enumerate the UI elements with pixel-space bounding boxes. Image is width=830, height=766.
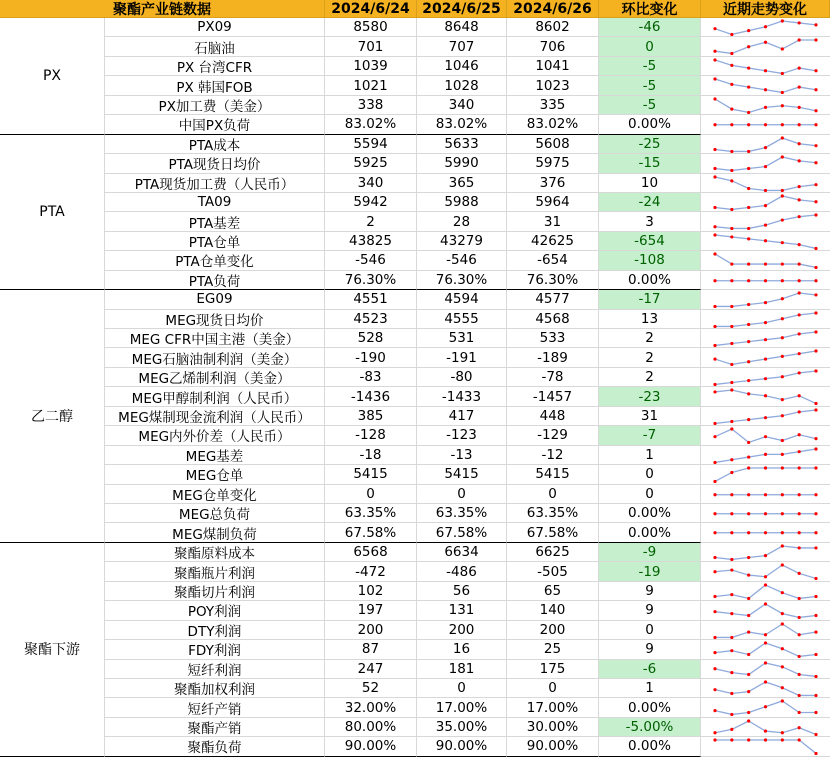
trend-sparkline	[701, 465, 830, 484]
value-day1: 8580	[325, 18, 417, 37]
value-day2: 181	[417, 660, 507, 679]
row-label: FDY利润	[105, 640, 325, 659]
value-day2: 67.58%	[417, 523, 507, 542]
row-label: PTA成本	[105, 135, 325, 154]
value-day1: 4551	[325, 290, 417, 309]
value-day2: 707	[417, 37, 507, 56]
value-day1: 1021	[325, 76, 417, 95]
value-day1: -1436	[325, 387, 417, 406]
value-day1: 5925	[325, 154, 417, 173]
change-value: -19	[599, 562, 701, 581]
value-day3: 4577	[507, 290, 599, 309]
value-day3: 175	[507, 660, 599, 679]
value-day3: -78	[507, 368, 599, 387]
trend-sparkline	[701, 57, 830, 76]
value-day1: 76.30%	[325, 271, 417, 290]
value-day3: 376	[507, 174, 599, 193]
change-value: -15	[599, 154, 701, 173]
value-day3: 1041	[507, 57, 599, 76]
value-day2: 4555	[417, 310, 507, 329]
value-day1: 197	[325, 601, 417, 620]
change-value: 2	[599, 348, 701, 367]
value-day2: 5990	[417, 154, 507, 173]
value-day2: 56	[417, 582, 507, 601]
change-value: -5	[599, 76, 701, 95]
change-value: 2	[599, 329, 701, 348]
row-label: 聚酯加权利润	[105, 679, 325, 698]
change-value: 9	[599, 582, 701, 601]
value-day3: 65	[507, 582, 599, 601]
value-day1: 338	[325, 96, 417, 115]
change-value: -654	[599, 232, 701, 251]
value-day2: 417	[417, 407, 507, 426]
value-day1: 5594	[325, 135, 417, 154]
value-day3: 1023	[507, 76, 599, 95]
value-day1: 247	[325, 660, 417, 679]
value-day2: -123	[417, 426, 507, 445]
date-header-3: 2024/6/26	[507, 0, 599, 18]
value-day3: 63.35%	[507, 504, 599, 523]
trend-sparkline	[701, 387, 830, 406]
trend-sparkline	[701, 601, 830, 620]
trend-sparkline	[701, 407, 830, 426]
change-value: 0.00%	[599, 698, 701, 717]
trend-sparkline	[701, 115, 830, 134]
value-day2: 0	[417, 485, 507, 504]
trend-sparkline	[701, 154, 830, 173]
trend-sparkline	[701, 523, 830, 542]
trend-sparkline	[701, 485, 830, 504]
value-day1: 5415	[325, 465, 417, 484]
row-label: POY利润	[105, 601, 325, 620]
value-day3: 42625	[507, 232, 599, 251]
value-day3: 200	[507, 621, 599, 640]
row-label: PTA负荷	[105, 271, 325, 290]
table-title: 聚酯产业链数据	[0, 0, 325, 18]
row-label: PX09	[105, 18, 325, 37]
value-day2: 6634	[417, 543, 507, 562]
trend-sparkline	[701, 718, 830, 737]
value-day2: 0	[417, 679, 507, 698]
value-day1: 67.58%	[325, 523, 417, 542]
row-label: 聚酯切片利润	[105, 582, 325, 601]
value-day1: -546	[325, 251, 417, 270]
value-day1: 52	[325, 679, 417, 698]
value-day1: 32.00%	[325, 698, 417, 717]
row-label: PX 韩国FOB	[105, 76, 325, 95]
trend-sparkline	[701, 348, 830, 367]
value-day2: -546	[417, 251, 507, 270]
row-label: MEG煤制现金流利润（人民币）	[105, 407, 325, 426]
change-value: 3	[599, 212, 701, 231]
value-day3: 5964	[507, 193, 599, 212]
change-value: -5	[599, 96, 701, 115]
trend-sparkline	[701, 426, 830, 445]
value-day1: -128	[325, 426, 417, 445]
value-day3: 30.00%	[507, 718, 599, 737]
value-day2: 16	[417, 640, 507, 659]
row-label: MEG乙烯制利润（美金）	[105, 368, 325, 387]
trend-sparkline	[701, 212, 830, 231]
trend-sparkline	[701, 698, 830, 717]
value-day3: 6625	[507, 543, 599, 562]
value-day2: 17.00%	[417, 698, 507, 717]
trend-sparkline	[701, 174, 830, 193]
group-label: PX	[0, 18, 105, 135]
value-day3: 31	[507, 212, 599, 231]
change-value: 9	[599, 640, 701, 659]
value-day3: 90.00%	[507, 737, 599, 756]
change-value: 13	[599, 310, 701, 329]
row-label: MEG仓单变化	[105, 485, 325, 504]
trend-sparkline	[701, 135, 830, 154]
value-day3: 533	[507, 329, 599, 348]
value-day3: -12	[507, 446, 599, 465]
value-day2: 4594	[417, 290, 507, 309]
row-label: MEG现货日均价	[105, 310, 325, 329]
row-label: 石脑油	[105, 37, 325, 56]
trend-sparkline	[701, 737, 830, 756]
value-day2: 63.35%	[417, 504, 507, 523]
value-day3: 5415	[507, 465, 599, 484]
change-value: 0.00%	[599, 523, 701, 542]
row-label: PTA基差	[105, 212, 325, 231]
change-value: -108	[599, 251, 701, 270]
row-label: PTA仓单变化	[105, 251, 325, 270]
row-label: PTA现货日均价	[105, 154, 325, 173]
row-label: 中国PX负荷	[105, 115, 325, 134]
value-day1: 701	[325, 37, 417, 56]
value-day2: 131	[417, 601, 507, 620]
value-day3: 0	[507, 679, 599, 698]
row-label: PTA现货加工费（人民币）	[105, 174, 325, 193]
value-day1: 4523	[325, 310, 417, 329]
date-header-2: 2024/6/25	[417, 0, 507, 18]
value-day3: 335	[507, 96, 599, 115]
change-value: -6	[599, 660, 701, 679]
trend-sparkline	[701, 504, 830, 523]
value-day2: 531	[417, 329, 507, 348]
value-day2: 1046	[417, 57, 507, 76]
change-header: 环比变化	[599, 0, 701, 18]
value-day3: 4568	[507, 310, 599, 329]
group-label: PTA	[0, 135, 105, 291]
change-value: 2	[599, 368, 701, 387]
value-day1: 63.35%	[325, 504, 417, 523]
value-day3: 17.00%	[507, 698, 599, 717]
trend-sparkline	[701, 193, 830, 212]
row-label: MEG石脑油制利润（美金）	[105, 348, 325, 367]
value-day1: -18	[325, 446, 417, 465]
change-value: 0	[599, 37, 701, 56]
value-day2: 8648	[417, 18, 507, 37]
trend-sparkline	[701, 562, 830, 581]
row-label: 短纤利润	[105, 660, 325, 679]
row-label: MEG总负荷	[105, 504, 325, 523]
value-day2: 28	[417, 212, 507, 231]
trend-sparkline	[701, 76, 830, 95]
value-day1: 83.02%	[325, 115, 417, 134]
row-label: MEG内外价差（人民币）	[105, 426, 325, 445]
value-day3: 5608	[507, 135, 599, 154]
value-day3: -129	[507, 426, 599, 445]
row-label: MEG CFR中国主港（美金）	[105, 329, 325, 348]
change-value: 0.00%	[599, 504, 701, 523]
change-value: -9	[599, 543, 701, 562]
value-day1: 200	[325, 621, 417, 640]
value-day3: 76.30%	[507, 271, 599, 290]
value-day2: 340	[417, 96, 507, 115]
value-day3: 8602	[507, 18, 599, 37]
value-day2: 83.02%	[417, 115, 507, 134]
row-label: PX加工费（美金）	[105, 96, 325, 115]
change-value: 1	[599, 679, 701, 698]
row-label: EG09	[105, 290, 325, 309]
change-value: 9	[599, 601, 701, 620]
value-day1: 385	[325, 407, 417, 426]
date-header-1: 2024/6/24	[325, 0, 417, 18]
trend-header: 近期走势变化	[701, 0, 830, 18]
row-label: PX 台湾CFR	[105, 57, 325, 76]
change-value: -5	[599, 57, 701, 76]
value-day2: 5988	[417, 193, 507, 212]
trend-sparkline	[701, 251, 830, 270]
value-day2: 365	[417, 174, 507, 193]
value-day1: -83	[325, 368, 417, 387]
value-day3: 140	[507, 601, 599, 620]
change-value: -7	[599, 426, 701, 445]
value-day1: 0	[325, 485, 417, 504]
value-day3: 5975	[507, 154, 599, 173]
value-day1: 528	[325, 329, 417, 348]
value-day2: 76.30%	[417, 271, 507, 290]
row-label: MEG甲醇制利润（人民币）	[105, 387, 325, 406]
change-value: 0	[599, 465, 701, 484]
value-day3: -505	[507, 562, 599, 581]
trend-sparkline	[701, 271, 830, 290]
value-day3: 25	[507, 640, 599, 659]
group-label: 聚酯下游	[0, 543, 105, 757]
value-day1: 90.00%	[325, 737, 417, 756]
value-day3: 448	[507, 407, 599, 426]
change-value: 10	[599, 174, 701, 193]
change-value: -5.00%	[599, 718, 701, 737]
value-day2: 90.00%	[417, 737, 507, 756]
value-day2: 200	[417, 621, 507, 640]
value-day1: 43825	[325, 232, 417, 251]
trend-sparkline	[701, 640, 830, 659]
change-value: -24	[599, 193, 701, 212]
row-label: 聚酯瓶片利润	[105, 562, 325, 581]
value-day1: 80.00%	[325, 718, 417, 737]
row-label: 短纤产销	[105, 698, 325, 717]
change-value: 0.00%	[599, 115, 701, 134]
value-day1: 2	[325, 212, 417, 231]
row-label: 聚酯原料成本	[105, 543, 325, 562]
change-value: 0	[599, 621, 701, 640]
value-day3: 0	[507, 485, 599, 504]
change-value: 0.00%	[599, 271, 701, 290]
value-day3: -1457	[507, 387, 599, 406]
value-day2: 1028	[417, 76, 507, 95]
value-day3: 67.58%	[507, 523, 599, 542]
change-value: 31	[599, 407, 701, 426]
change-value: 0.00%	[599, 737, 701, 756]
trend-sparkline	[701, 543, 830, 562]
change-value: 1	[599, 446, 701, 465]
trend-sparkline	[701, 660, 830, 679]
row-label: 聚酯负荷	[105, 737, 325, 756]
change-value: 0	[599, 485, 701, 504]
value-day1: 340	[325, 174, 417, 193]
trend-sparkline	[701, 232, 830, 251]
change-value: -25	[599, 135, 701, 154]
trend-sparkline	[701, 310, 830, 329]
row-label: DTY利润	[105, 621, 325, 640]
row-label: MEG仓单	[105, 465, 325, 484]
row-label: TA09	[105, 193, 325, 212]
value-day2: -486	[417, 562, 507, 581]
value-day3: 706	[507, 37, 599, 56]
value-day2: -1433	[417, 387, 507, 406]
value-day2: 5633	[417, 135, 507, 154]
trend-sparkline	[701, 446, 830, 465]
group-label: 乙二醇	[0, 290, 105, 543]
value-day2: -191	[417, 348, 507, 367]
row-label: PTA仓单	[105, 232, 325, 251]
value-day3: -189	[507, 348, 599, 367]
row-label: MEG基差	[105, 446, 325, 465]
value-day3: -654	[507, 251, 599, 270]
change-value: -23	[599, 387, 701, 406]
trend-sparkline	[701, 679, 830, 698]
change-value: -46	[599, 18, 701, 37]
trend-sparkline	[701, 368, 830, 387]
value-day1: 102	[325, 582, 417, 601]
trend-sparkline	[701, 18, 830, 37]
trend-sparkline	[701, 582, 830, 601]
trend-sparkline	[701, 290, 830, 309]
value-day1: 87	[325, 640, 417, 659]
value-day1: 5942	[325, 193, 417, 212]
value-day1: -190	[325, 348, 417, 367]
row-label: 聚酯产销	[105, 718, 325, 737]
value-day2: 35.00%	[417, 718, 507, 737]
change-value: -17	[599, 290, 701, 309]
value-day3: 83.02%	[507, 115, 599, 134]
value-day1: 6568	[325, 543, 417, 562]
trend-sparkline	[701, 329, 830, 348]
value-day2: -13	[417, 446, 507, 465]
value-day1: 1039	[325, 57, 417, 76]
trend-sparkline	[701, 621, 830, 640]
value-day2: -80	[417, 368, 507, 387]
trend-sparkline	[701, 37, 830, 56]
row-label: MEG煤制负荷	[105, 523, 325, 542]
value-day1: -472	[325, 562, 417, 581]
trend-sparkline	[701, 96, 830, 115]
value-day2: 5415	[417, 465, 507, 484]
value-day2: 43279	[417, 232, 507, 251]
